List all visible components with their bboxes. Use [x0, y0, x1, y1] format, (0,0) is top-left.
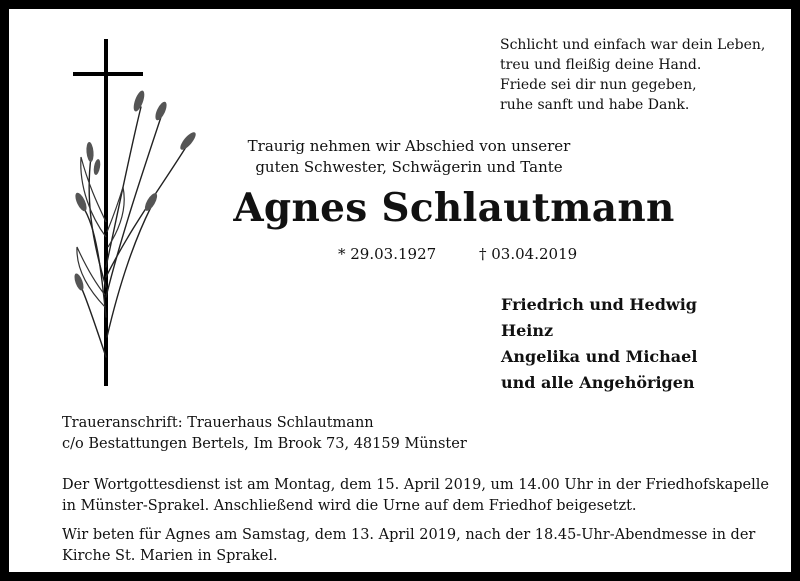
death-date: † 03.04.2019 — [479, 245, 578, 263]
intro-line-2: guten Schwester, Schwägerin und Tante — [255, 158, 563, 176]
poem — [500, 35, 780, 115]
mourning-address — [62, 413, 762, 455]
poem-line: Friede sei dir nun gegeben, — [500, 77, 697, 93]
mourner-name: Angelika und Michael — [501, 347, 698, 366]
service-paragraph-1: Der Wortgottesdienst ist am Montag, dem 15. April 2019, um 14.00 Uhr in der Friedhofskapelle in Münster-Sprakel. Anschließend wird die Urne auf dem Friedhof beigesetzt. — [62, 477, 769, 514]
address-line-1: Traueranschrift: Trauerhaus Schlautmann — [62, 415, 374, 431]
mourner-name: Heinz — [501, 321, 554, 340]
service-info — [62, 475, 782, 567]
intro-text — [229, 136, 589, 178]
poem-line: ruhe sanft und habe Dank. — [500, 97, 690, 113]
poem-line: treu und fleißig deine Hand. — [500, 57, 702, 73]
poem-line: Schlicht und einfach war dein Leben, — [500, 37, 766, 53]
mourner-name: Friedrich und Hedwig — [501, 295, 697, 314]
birth-date: * 29.03.1927 — [338, 245, 437, 263]
mourner-name: und alle Angehörigen — [501, 373, 695, 392]
service-paragraph-2: Wir beten für Agnes am Samstag, dem 13. April 2019, nach der 18.45-Uhr-Abendmesse in der Kirche St. Marien in Sprakel. — [62, 527, 756, 564]
intro-line-1: Traurig nehmen wir Abschied von unserer — [247, 137, 571, 155]
mourners-list — [501, 292, 781, 396]
address-line-2: c/o Bestattungen Bertels, Im Brook 73, 48159 Münster — [62, 436, 467, 452]
deceased-name: Agnes Schlautmann — [233, 185, 675, 231]
